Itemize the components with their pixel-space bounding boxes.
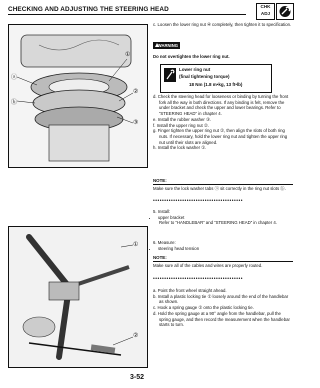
callout-b: ⓑ — [11, 100, 18, 106]
callout-1: ① — [125, 52, 131, 58]
torque-wrench-icon — [164, 68, 176, 82]
page-title: CHECKING AND ADJUSTING THE STEERING HEAD — [8, 6, 169, 13]
note-text: Make sure all of the cables and wires are properly routed. — [153, 262, 263, 268]
step5-title: 5. Install: — [153, 209, 171, 214]
step-d2: d. Hold the spring gauge at a 90° angle from the handlebar, pull the spring gauge, and then record the measurement when the handlebar starts to turn. — [153, 310, 290, 328]
callout-2: ② — [133, 89, 139, 95]
callout-2: ② — [133, 333, 139, 339]
badge-bottom: ADJ — [260, 10, 271, 16]
step5-ref: Refer to “HANDLEBAR” and “STEERING HEAD” in chapter 4. — [159, 220, 277, 226]
chk-adj-badge — [256, 3, 275, 20]
step6-title: 6. Measure: — [153, 240, 176, 245]
step6-item: • steering head tension — [158, 246, 293, 252]
dotted-separator: •••••••••••••••••••••••••••••••••••••••• — [153, 199, 244, 204]
callout-3: ③ — [133, 120, 139, 126]
note-rule — [153, 261, 293, 262]
warning-triangle-icon — [155, 43, 159, 47]
steps-d-to-h — [153, 94, 293, 151]
step-d: d. Check the steering head for looseness or binding by turning the front fork all the way in both directions. If any binding is felt, remove the under bracket and check the upper and lower bearings. Refer to “STEERING HEAD” in chapter 4. — [153, 94, 289, 117]
wrench-icon — [276, 3, 294, 20]
header-rule — [8, 14, 246, 15]
badge-top: CHK — [260, 4, 271, 9]
warning-text: Do not overtighten the lower ring nut. — [153, 54, 230, 59]
step-f: f. Install the upper ring nut ②. — [153, 122, 209, 128]
warning-label: WARNING — [157, 43, 178, 48]
step-h: h. Install the lock washer ①. — [153, 145, 207, 151]
step-c: c. Loosen the lower ring nut ④ completely, then tighten it to specification. — [153, 22, 292, 27]
note-cables — [153, 255, 293, 268]
torque-line1: Lower ring nut — [179, 67, 211, 72]
step-g: g. Finger tighten the upper ring nut ②, then align the slots of both ring nuts. If necessary, hold the lower ring nut and tighten the upper ring nut until their slots are aligned. — [153, 128, 288, 145]
dotted-separator: •••••••••••••••••••••••••••••••••••••••• — [153, 277, 244, 282]
callout-a: ⓐ — [11, 75, 18, 81]
step5-item: • upper bracket — [158, 215, 293, 221]
note-rule — [153, 184, 293, 185]
note-text: Make sure the lock washer tabs ⓐ sit correctly in the ring nut slots ⓑ. — [153, 185, 286, 191]
torque-line2: (final tightening torque) — [179, 74, 230, 79]
step-5 — [153, 209, 293, 226]
callout-1: ① — [133, 242, 139, 248]
step-e: e. Install the rubber washer ③. — [153, 116, 212, 122]
note-label: NOTE: — [153, 255, 167, 260]
figure-spring-gauge — [8, 226, 148, 368]
note-label: NOTE: — [153, 178, 167, 183]
steps-a-to-d — [153, 288, 293, 328]
torque-spec-box — [160, 64, 272, 93]
note-lock-washer — [153, 178, 293, 191]
page-number: 3-52 — [130, 374, 145, 381]
step-c2: c. Hook a spring gauge ② onto the plastic locking tie. — [153, 305, 254, 311]
figure-ring-nuts — [8, 24, 148, 168]
torque-line3: 18 Nm (1.8 m•kg, 13 ft•lb) — [189, 82, 243, 87]
step-b: b. Install a plastic locking tie ① loosely around the end of the handlebar as shown. — [153, 293, 289, 305]
step-a: a. Point the front wheel straight ahead. — [153, 288, 227, 293]
step-6 — [153, 240, 293, 251]
